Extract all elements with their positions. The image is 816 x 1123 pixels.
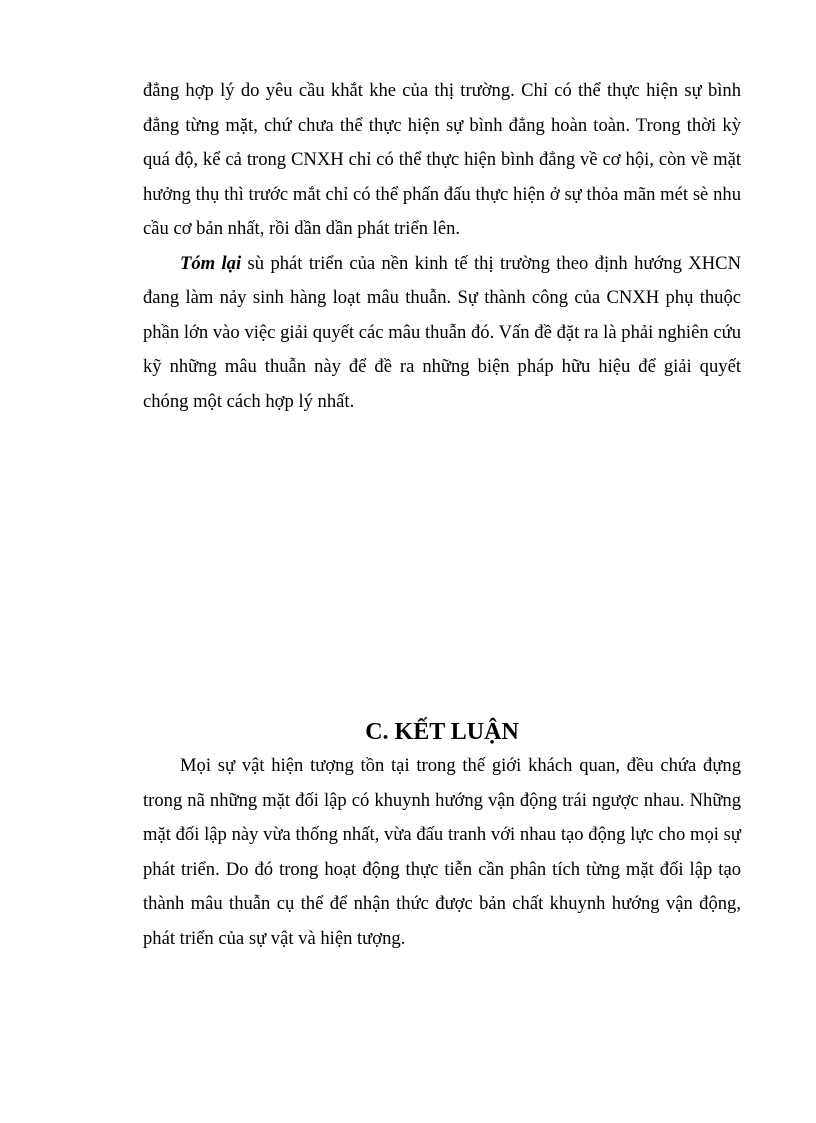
summary-lead-phrase: Tóm lại bbox=[180, 252, 242, 274]
summary-body-text: sù phát triển của nền kinh tế thị trường theo định hướng XHCN đang làm nảy sinh hàng loạt mâu thuẫn. Sự thành công của CNXH phụ thuộc phần lớn vào việc giải quyết các mâu thuẫn đó. Vấn đề đặt ra là phải nghiên cứu kỹ những mâu thuẫn này để đề ra những biện pháp hữu hiệu để giải quyết chóng một cách hợp lý nhất. bbox=[143, 252, 741, 412]
document-page bbox=[143, 74, 741, 956]
paragraph-continuation: đẳng hợp lý do yêu cầu khắt khe của thị trường. Chỉ có thể thực hiện sự bình đẳng từng mặt, chứ chưa thể thực hiện sự bình đẳng hoàn toàn. Trong thời kỳ quá độ, kể cả trong CNXH chỉ có thể thực hiện bình đẳng về cơ hội, còn về mặt hưởng thụ thì trước mắt chỉ có thể phấn đấu thực hiện ở sự thỏa mãn mét sè nhu cầu cơ bản nhất, rồi dần dần phát triển lên. bbox=[143, 80, 741, 239]
paragraph-conclusion: Mọi sự vật hiện tượng tồn tại trong thế giới khách quan, đều chứa đựng trong nã những mặt đối lập có khuynh hướng vận động trái ngược nhau. Những mặt đối lập này vừa thống nhất, vừa đấu tranh với nhau tạo động lực cho mọi sự phát triển. Do đó trong hoạt động thực tiễn cần phân tích từng mặt đối lập tạo thành mâu thuẫn cụ thể để nhận thức được bản chất khuynh hướng vận động, phát triển của sự vật và hiện tượng. bbox=[143, 755, 741, 949]
section-heading-conclusion: C. KẾT LUẬN bbox=[365, 719, 519, 745]
blank-space bbox=[143, 419, 741, 715]
paragraph-summary bbox=[143, 247, 741, 420]
